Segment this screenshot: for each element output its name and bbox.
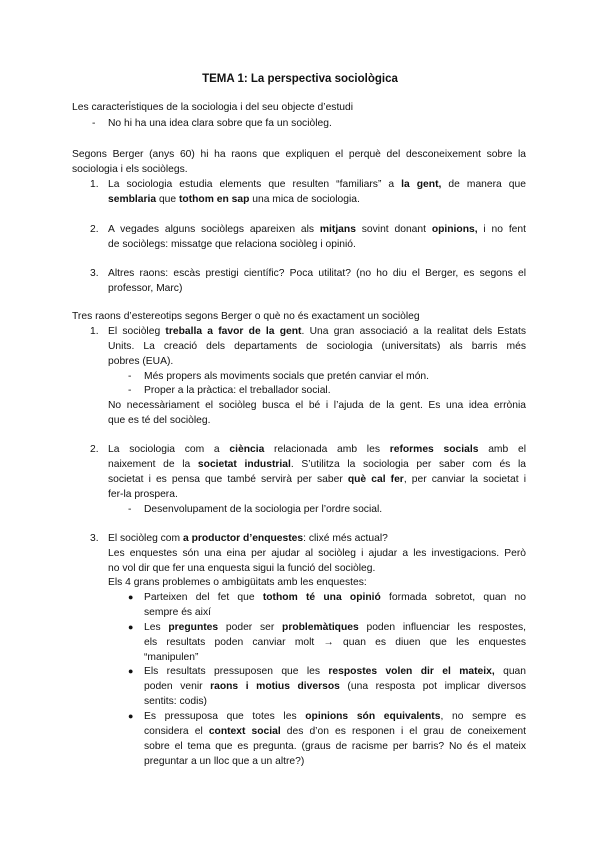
dash-marker: - <box>128 385 132 396</box>
bullet-4-line3: sobre el tema que es pregunta. (graus de racisme per barris? No és el mateix <box>144 741 526 752</box>
bullet-1-line2: sempre és així <box>144 607 211 618</box>
stereotype-2-line4: fer-la prospera. <box>108 489 178 500</box>
bullet-2-line1: Les preguntes poder ser problemàtiques poden influenciar les respostes, <box>144 622 526 633</box>
berger-intro-line1: Segons Berger (anys 60) hi ha raons que expliquen el perquè del desconeixement sobre la <box>72 149 526 160</box>
list-number: 2. <box>90 224 99 235</box>
bullet-marker: ● <box>128 666 134 676</box>
bullet-2-line3: “manipulen” <box>144 652 199 663</box>
stereotype-1-line3: pobres (EUA). <box>108 356 174 367</box>
bullet-marker: ● <box>128 622 134 632</box>
stereotype-2-line1: La sociologia com a ciència relacionada amb les reformes socials amb el <box>108 444 526 455</box>
stereotype-3-line3: no vol dir que fer una enquesta sigui la funció del sociòleg. <box>108 563 376 574</box>
bullet-4-line4: preguntar a un lloc que a un altre?) <box>144 756 305 767</box>
reason-3-line1: Altres raons: escàs prestigi científic? Poca utilitat? (no ho diu el Berger, es segons el <box>108 268 526 279</box>
stereotype-1-line2: Units. La creació dels departaments de sociologia (universitats) als barris més <box>108 341 526 352</box>
stereotype-1-line4: No necessàriament el sociòleg busca el bé i l’ajuda de la gent. Es una idea errònia <box>108 400 526 411</box>
intro-heading: Les caracteri̇stiques de la sociologia i del seu objecte d’estudi <box>72 102 354 113</box>
intro-bullet: No hi ha una idea clara sobre que fa un sociòleg. <box>108 118 332 129</box>
list-number: 2. <box>90 444 99 455</box>
berger-intro-line2: sociologia i els sociòlegs. <box>72 164 188 175</box>
reason-1-line1: La sociologia estudia elements que resulten “familiars” a la gent, de manera que <box>108 179 526 190</box>
bullet-1-line1: Parteixen del fet que tothom té una opinió formada sobretot, quan no <box>144 592 526 603</box>
stereotype-3-line2: Les enquestes són una eina per ajudar al sociòleg i ajudar a les investigacions. Però <box>108 548 526 559</box>
dash-marker: - <box>92 118 96 129</box>
stereotype-2-sub1: Desenvolupament de la sociologia per l’ordre social. <box>144 504 383 515</box>
bullet-3-line2: poden venir raons i motius diversos (una resposta pot implicar diversos <box>144 681 526 692</box>
bullet-4-line1: Es pressuposa que totes les opinions són equivalents, no sempre es <box>144 711 526 722</box>
list-number: 3. <box>90 533 99 544</box>
page-title: TEMA 1: La perspectiva sociològica <box>202 73 398 85</box>
list-number: 1. <box>90 326 99 337</box>
reason-3-line2: professor, Marc) <box>108 283 183 294</box>
stereotype-2-line2: naixement de la societat industrial. S’utilitza la sociologia per saber com és la <box>108 459 526 470</box>
stereotype-2-line3: societat i es pensa que també servirà per saber què cal fer, per canviar la societat i <box>108 474 526 485</box>
bullet-3-line1: Els resultats pressuposen que les respostes volen dir el mateix, quan <box>144 666 527 677</box>
bullet-3-line3: sentits: codis) <box>144 696 207 707</box>
bullet-marker: ● <box>128 711 134 721</box>
dash-marker: - <box>128 371 132 382</box>
bullet-2-line2: els resultats poden canviar molt → quan es diuen que les enquestes <box>144 637 526 648</box>
list-number: 3. <box>90 268 99 279</box>
reason-1-line2: semblaria que tothom en sap una mica de sociologia. <box>108 194 360 205</box>
stereotype-1-sub1: Més propers als moviments socials que pretén canviar el món. <box>144 371 430 382</box>
reason-2-line2: de sociòlegs: missatge que relaciona sociòleg i opinió. <box>108 239 356 250</box>
stereotype-3-line1: El sociòleg com a productor d’enquestes: clixé més actual? <box>108 533 388 544</box>
stereotype-1-sub2: Proper a la pràctica: el treballador social. <box>144 385 331 396</box>
bullet-marker: ● <box>128 592 134 602</box>
stereotype-1-line5: que es té del sociòleg. <box>108 415 211 426</box>
stereotype-3-line4: Els 4 grans problemes o ambigüitats amb les enquestes: <box>108 577 367 588</box>
dash-marker: - <box>128 504 132 515</box>
bullet-4-line2: considera el context social des d’on es responen i el grau de coneixement <box>144 726 526 737</box>
list-number: 1. <box>90 179 99 190</box>
reason-2-line1: A vegades alguns sociòlegs apareixen als mitjans sovint donant opinions, i no fent <box>108 224 526 235</box>
stereotypes-heading: Tres raons d’estereotips segons Berger o què no és exactament un sociòleg <box>72 311 420 322</box>
stereotype-1-line1: El sociòleg treballa a favor de la gent. Una gran associació a la realitat dels Estats <box>108 326 526 337</box>
